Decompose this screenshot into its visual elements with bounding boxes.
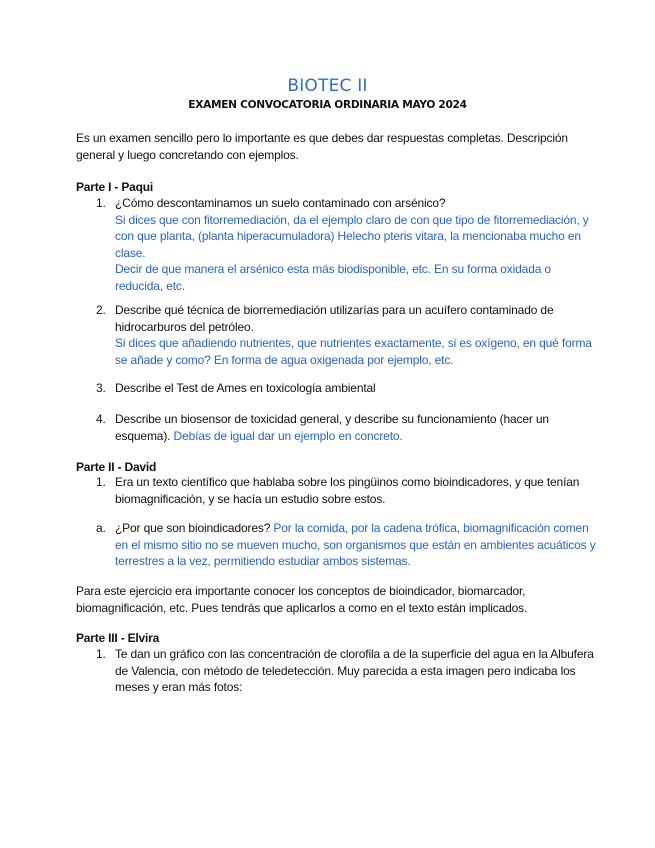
answer-text: Debías de igual dar un ejemplo en concreto. <box>173 428 403 443</box>
document-title: BIOTEC II <box>287 76 368 96</box>
question-item <box>96 302 596 368</box>
answer-text: Por la comida, por la cadena trófica, biomagnificación comen en el mismo sitio no se mueven mucho, son organismos que están en ambientes acuáticos y terrestres a la vez, permitiendo estudiar ambos sistemas. <box>115 521 596 568</box>
answer-text: Decir de que manera el arsénico esta más biodisponible, etc. En su forma oxidada o reducida, etc. <box>115 262 551 293</box>
item-number: 1. <box>96 196 106 210</box>
question-text: Describe un biosensor de toxicidad general, y describe su funcionamiento (hacer un esquema). <box>115 412 549 443</box>
section-heading-parte-1: Parte I - Paqui <box>76 180 154 194</box>
section-heading-parte-2: Parte II - David <box>76 460 157 474</box>
note-paragraph: Para este ejercicio era importante conocer los conceptos de bioindicador, biomarcador, biomagnificación, etc. Pues tendrás que aplicarlos a como en el texto están implicados. <box>76 584 528 615</box>
item-letter: a. <box>96 521 106 535</box>
question-item <box>96 474 596 507</box>
question-item <box>96 195 596 294</box>
question-text: Describe el Test de Ames en toxicología ambiental <box>115 381 376 395</box>
item-number: 1. <box>96 475 106 489</box>
question-text: Describe qué técnica de biorremediación utilizarías para un acuífero contaminado de hidrocarburos del petróleo. <box>115 303 554 334</box>
section-heading-parte-3: Parte III - Elvira <box>76 631 160 645</box>
question-text: Te dan un gráfico con las concentración de clorofila a de la superficie del agua en la Albufera de Valencia, con método de teledetección. Muy parecida a esta imagen pero indicaba los meses y eran más fotos: <box>115 647 594 694</box>
intro-paragraph: Es un examen sencillo pero lo importante es que debes dar respuestas completas. Descripción general y luego concretando con ejemplos. <box>76 131 568 162</box>
document-subtitle: EXAMEN CONVOCATORIA ORDINARIA MAYO 2024 <box>188 99 467 111</box>
item-number: 2. <box>96 303 106 317</box>
question-item <box>96 380 596 397</box>
question-item <box>96 520 596 570</box>
question-text: ¿Por que son bioindicadores? <box>115 521 271 535</box>
question-item <box>96 646 596 696</box>
item-number: 3. <box>96 381 106 395</box>
item-number: 4. <box>96 412 106 426</box>
question-text: ¿Cómo descontaminamos un suelo contaminado con arsénico? <box>115 196 446 210</box>
answer-text: Si dices que con fitorremediación, da el ejemplo claro de con que tipo de fitorremediación, y con que planta, (planta hiperacumuladora) Helecho pteris vitara, la mencionaba mucho en clase. <box>115 212 589 260</box>
question-item <box>96 411 596 444</box>
answer-text: Si dices que añadiendo nutrientes, que nutrientes exactamente, si es oxígeno, en qué forma se añade y como? En forma de agua oxigenada por ejemplo, etc. <box>115 336 592 367</box>
item-number: 1. <box>96 647 106 661</box>
question-text: Era un texto científico que hablaba sobre los pingüinos como bioindicadores, y que tenían biomagnificación, y se hacía un estudio sobre estos. <box>115 475 580 506</box>
